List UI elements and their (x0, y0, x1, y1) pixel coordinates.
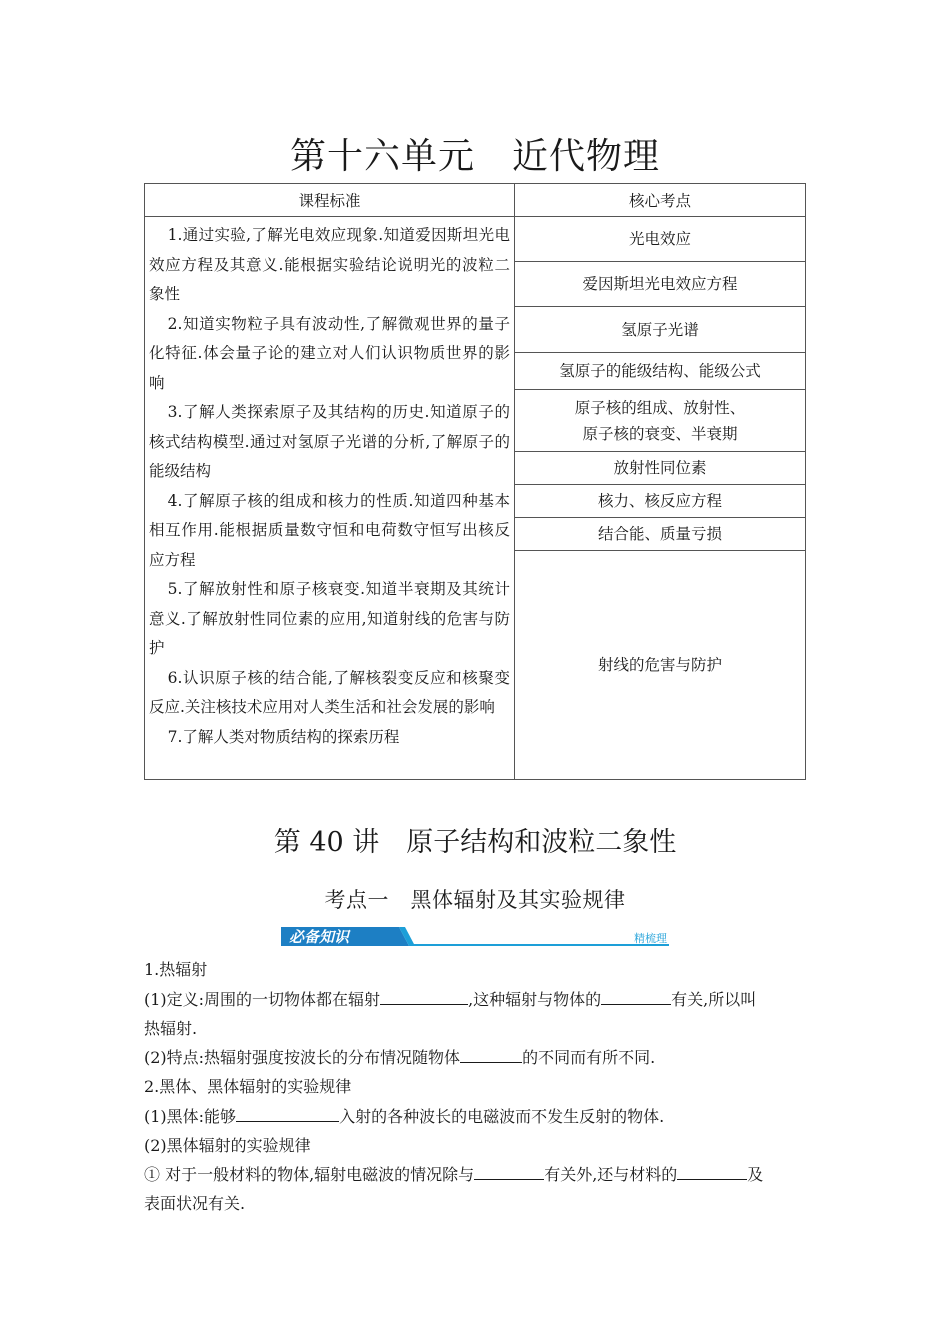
definition-line-cont: 热辐射. (144, 1019, 198, 1038)
key-point: 射线的危害与防护 (515, 551, 806, 780)
standard-item: 3.了解人类探索原子及其结构的历史.知道原子的核式结构模型.通过对氢原子光谱的分析,了解原子的能级结构 (149, 403, 510, 480)
standard-item: 5.了解放射性和原子核衰变.知道半衰期及其统计意义.了解放射性同位素的应用,知道射线的危害与防护 (149, 580, 510, 657)
heading-thermal-radiation: 1.热辐射 (144, 960, 208, 979)
text: 有关,所以叫 (671, 990, 757, 1009)
standard-item: 4.了解原子核的组成和核力的性质.知道四种基本相互作用.能根据质量数守恒和电荷数守恒写出核反应方程 (149, 491, 510, 569)
heading-blackbody: 2.黑体、黑体辐射的实验规律 (144, 1077, 352, 1096)
blackbody-rule-heading: (2)黑体辐射的实验规律 (144, 1136, 311, 1155)
standard-item: 1.通过实验,了解光电效应现象.知道爱因斯坦光电效应方程及其意义.能根据实验结论说明光的波粒二象性 (149, 226, 510, 303)
text: (2)特点:热辐射强度按波长的分布情况随物体 (144, 1048, 461, 1067)
fill-blank[interactable] (474, 1163, 544, 1180)
definition-line (144, 987, 756, 1010)
key-point: 放射性同位素 (515, 452, 806, 485)
rule-one-line (144, 1162, 763, 1185)
blackbody-definition (144, 1104, 664, 1127)
standard-item: 2.知道实物粒子具有波动性,了解微观世界的量子化特征.体会量子论的建立对人们认识物质世界的影响 (149, 314, 510, 392)
banner-subtitle: 精梳理 (634, 932, 667, 945)
key-point: 光电效应 (515, 217, 806, 262)
feature-line (144, 1045, 655, 1068)
rule-one-line-cont: 表面状况有关. (144, 1194, 246, 1213)
unit-title: 第十六单元 近代物理 (289, 136, 660, 177)
table-header-key-points: 核心考点 (515, 184, 806, 217)
fill-blank[interactable] (677, 1163, 747, 1180)
key-point-multi (515, 390, 806, 452)
banner-label: 必备知识 (289, 928, 350, 946)
text: 及 (747, 1165, 764, 1184)
fill-blank[interactable] (601, 988, 671, 1005)
standards-cell (145, 217, 515, 780)
text: ① 对于一般材料的物体,辐射电磁波的情况除与 (144, 1165, 475, 1184)
table-header-standards: 课程标准 (145, 184, 515, 217)
standard-item: 6.认识原子核的结合能,了解核裂变反应和核聚变反应.关注核技术应用对人类生活和社会发展的影响 (149, 668, 510, 716)
key-point: 结合能、质量亏损 (515, 518, 806, 551)
text: (1)黑体:能够 (144, 1107, 237, 1126)
text: 的不同而有所不同. (522, 1048, 656, 1067)
key-point: 爱因斯坦光电效应方程 (515, 262, 806, 307)
text: (1)定义:周围的一切物体都在辐射 (144, 990, 381, 1009)
standard-item: 7.了解人类对物质结构的探索历程 (167, 727, 400, 746)
fill-blank[interactable] (380, 988, 468, 1005)
point-title: 考点一 黑体辐射及其实验规律 (324, 888, 626, 912)
text: 入射的各种波长的电磁波而不发生反射的物体. (339, 1107, 665, 1126)
text: ,这种辐射与物体的 (468, 990, 602, 1009)
key-point: 核力、核反应方程 (515, 485, 806, 518)
section-banner (281, 924, 669, 950)
key-point: 氢原子的能级结构、能级公式 (515, 353, 806, 390)
fill-blank[interactable] (460, 1046, 522, 1063)
curriculum-table (144, 183, 806, 780)
key-point: 氢原子光谱 (515, 307, 806, 353)
lecture-title: 第 40 讲 原子结构和波粒二象性 (273, 827, 677, 858)
fill-blank[interactable] (236, 1105, 339, 1122)
text: 有关外,还与材料的 (544, 1165, 678, 1184)
key-point-line: 原子核的衰变、半衰期 (582, 424, 738, 443)
key-point-line: 原子核的组成、放射性、 (574, 398, 746, 417)
